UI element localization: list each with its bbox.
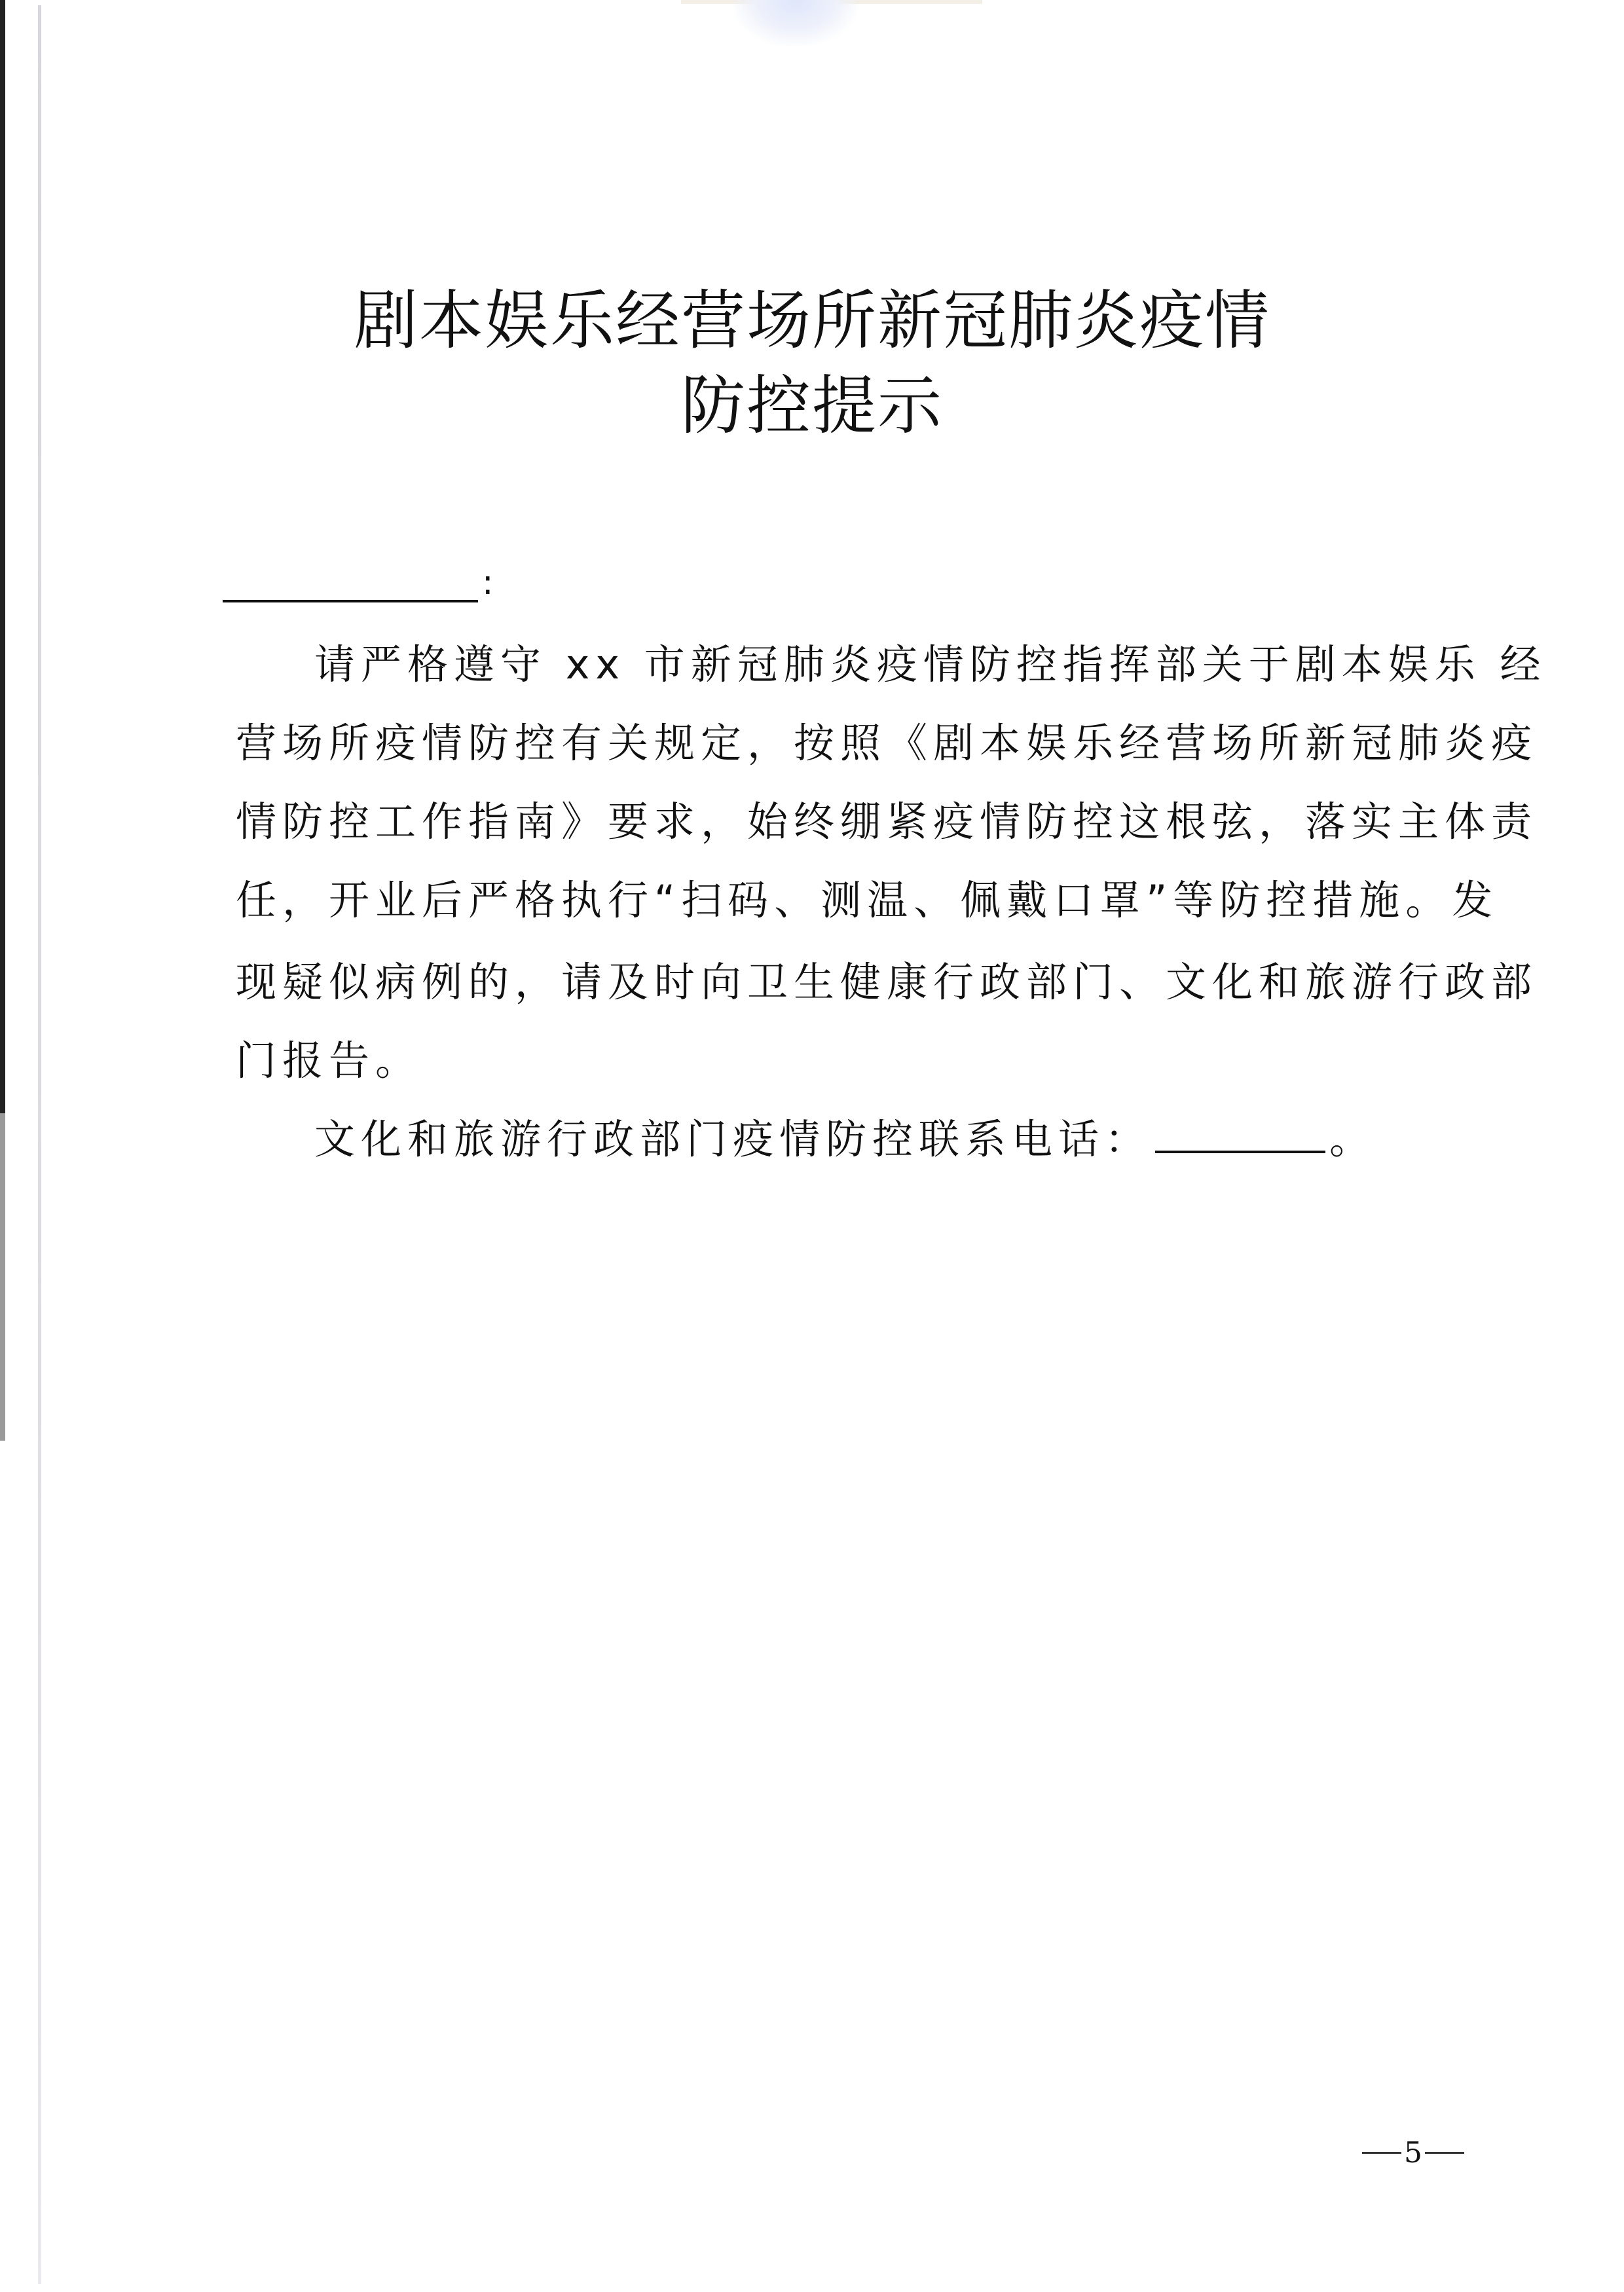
- salutation: [223, 563, 494, 602]
- paragraph-line: 情防控工作指南》要求，始终绷紧疫情防控这根弦，落实主体责: [236, 798, 1538, 845]
- scan-artifact-smudge: [733, 0, 858, 46]
- page-number-dash-right: [1425, 2152, 1464, 2154]
- recipient-blank: [223, 564, 478, 602]
- page-number: [1362, 2136, 1464, 2170]
- contact-label: 文化和旅游行政部门疫情防控联系电话：: [314, 1115, 1152, 1163]
- paragraph-line: 营场所疫情防控有关规定，按照《剧本娱乐经营场所新冠肺炎疫: [236, 719, 1538, 767]
- page-number-value: 5: [1404, 2136, 1422, 2170]
- paragraph-line: 任，开业后严格执行“扫码、测温、佩戴口罩”等防控措施。发: [236, 876, 1499, 924]
- salutation-colon: :: [482, 563, 494, 602]
- paragraph-line: 门报告。: [236, 1037, 422, 1084]
- contact-line: [314, 1113, 1434, 1166]
- paragraph-line: 请严格遵守 xx 市新冠肺炎疫情防控指挥部关于剧本娱乐 经: [314, 640, 1547, 688]
- scan-edge-shadow: [0, 0, 5, 1113]
- page-number-dash-left: [1362, 2152, 1401, 2154]
- contact-end-punct: 。: [1329, 1115, 1376, 1163]
- paragraph-line: 现疑似病例的，请及时向卫生健康行政部门、文化和旅游行政部: [236, 958, 1538, 1006]
- document-title-line-2: 防控提示: [680, 369, 943, 443]
- document-title-line-1: 剧本娱乐经营场所新冠肺炎疫情: [353, 284, 1270, 358]
- scan-edge-shadow-lower: [0, 1113, 5, 1441]
- phone-blank: [1155, 1115, 1325, 1153]
